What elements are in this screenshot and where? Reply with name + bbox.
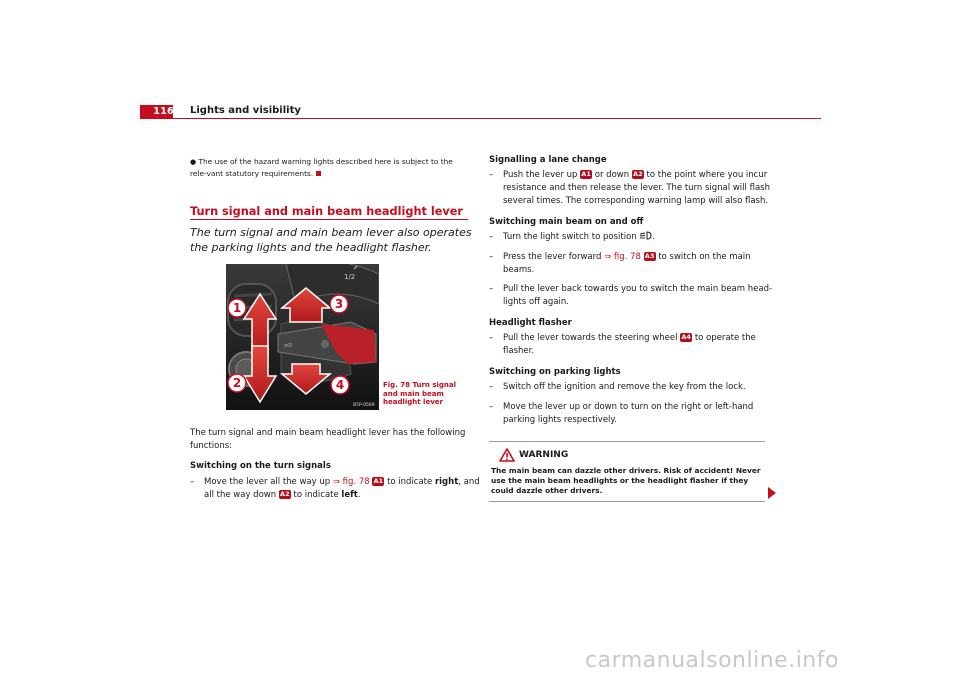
figure-code: B5P-0569 — [353, 403, 375, 408]
hazard-note — [190, 156, 468, 180]
main-beam-item-2 — [489, 251, 779, 277]
bullet: ● — [190, 158, 197, 166]
fig-label-1: 1 — [232, 301, 242, 315]
turn-signal-heading: Switching on the turn signals — [190, 461, 331, 471]
flasher-heading: Headlight flasher — [489, 318, 572, 328]
note-text: The use of the hazard warning lights described here is subject to the rele-vant statutory requirements. — [190, 157, 453, 178]
chapter-title: Lights and visibility — [190, 105, 301, 116]
warning-icon — [499, 448, 515, 462]
text: several times. The corresponding warning lamp will also flash. — [503, 196, 769, 206]
dash: – — [489, 284, 494, 294]
text: to indicate — [293, 490, 339, 500]
section-title: Turn signal and main beam headlight lever — [190, 205, 463, 218]
warning-box — [489, 441, 765, 502]
text: flasher. — [503, 346, 535, 356]
dash: – — [489, 333, 494, 343]
text: Pull the lever towards the steering wheel — [503, 333, 678, 343]
warning-text: The main beam can dazzle other drivers. Risk of accident! Never use the main beam headlights or the headlight flasher if they could dazzle other drivers. — [491, 466, 761, 495]
main-beam-heading: Switching main beam on and off — [489, 217, 644, 227]
dash: – — [489, 252, 494, 262]
lever-illustration — [226, 264, 379, 410]
fig-reference[interactable]: ⇒ fig. 78 — [604, 252, 641, 262]
section-subtitle: The turn signal and main beam lever also operates the parking lights and the headlight flasher. — [190, 226, 472, 254]
text: to switch on the main — [658, 252, 751, 262]
text: resistance and then release the lever. The turn signal will flash — [503, 183, 770, 193]
dash: – — [489, 402, 494, 412]
text: to the point where you incur — [646, 170, 768, 180]
parking-item-2 — [489, 401, 779, 427]
text: to operate the — [694, 333, 756, 343]
fig-reference[interactable]: ⇒ fig. 78 — [332, 477, 370, 487]
turn-signal-item — [190, 476, 480, 502]
dash: – — [489, 232, 494, 242]
svg-text:≡D: ≡D — [284, 343, 293, 349]
text: to indicate — [387, 477, 433, 487]
text: beams. — [503, 265, 535, 275]
parking-heading: Switching on parking lights — [489, 367, 621, 377]
intro-text: The turn signal and main beam headlight lever has the following functions: — [190, 428, 466, 451]
header-rule — [173, 118, 821, 119]
text: , and — [458, 477, 480, 487]
text: Push the lever up — [503, 170, 578, 180]
text: Switch off the ignition and remove the key from the lock. — [503, 382, 746, 392]
fig-label-4: 4 — [335, 378, 345, 392]
text: or down — [594, 170, 630, 180]
section-rule — [190, 219, 468, 220]
badge-a2: A2 — [633, 170, 643, 178]
headlight-icon — [639, 231, 652, 240]
dash: – — [190, 477, 195, 487]
text: parking lights respectively. — [503, 415, 617, 425]
text-right: right — [434, 477, 459, 487]
dash: – — [489, 382, 494, 392]
badge-a2: A2 — [280, 490, 290, 498]
dash: – — [489, 170, 494, 180]
badge-a4: A4 — [681, 333, 691, 341]
text: Move the lever all the way up — [204, 477, 331, 487]
lane-change-item — [489, 169, 779, 208]
parking-item-1 — [489, 381, 779, 394]
page-number: 116 — [140, 105, 173, 119]
svg-text:1/2: 1/2 — [344, 273, 356, 281]
main-beam-item-3 — [489, 283, 779, 309]
fig-label-3: 3 — [334, 297, 344, 311]
badge-a1: A1 — [373, 477, 384, 485]
figure-caption: Fig. 78 Turn signal and main beam headlight lever — [383, 381, 457, 406]
text: Pull the lever back towards you to switch the main beam head- — [503, 284, 773, 294]
main-beam-item-1: – Turn the light switch to position . — [489, 232, 656, 242]
badge-a3: A3 — [644, 252, 655, 260]
text-left: left — [341, 490, 358, 500]
lane-change-heading: Signalling a lane change — [489, 155, 607, 165]
end-mark-icon — [316, 171, 321, 176]
continue-arrow-icon — [768, 487, 776, 499]
text: Press the lever forward — [503, 252, 602, 262]
watermark: carmanualsonline.info — [585, 648, 839, 673]
text: Move the lever up or down to turn on the right or left-hand — [503, 402, 754, 412]
fig-label-2: 2 — [232, 376, 242, 390]
text: all the way down — [204, 490, 277, 500]
text: . — [357, 490, 361, 500]
text: Turn the light switch to position — [503, 232, 637, 242]
text: lights off again. — [503, 297, 569, 307]
badge-a1: A1 — [581, 170, 591, 178]
flasher-item — [489, 332, 779, 358]
figure-image — [226, 264, 379, 410]
warning-title: WARNING — [519, 450, 569, 460]
